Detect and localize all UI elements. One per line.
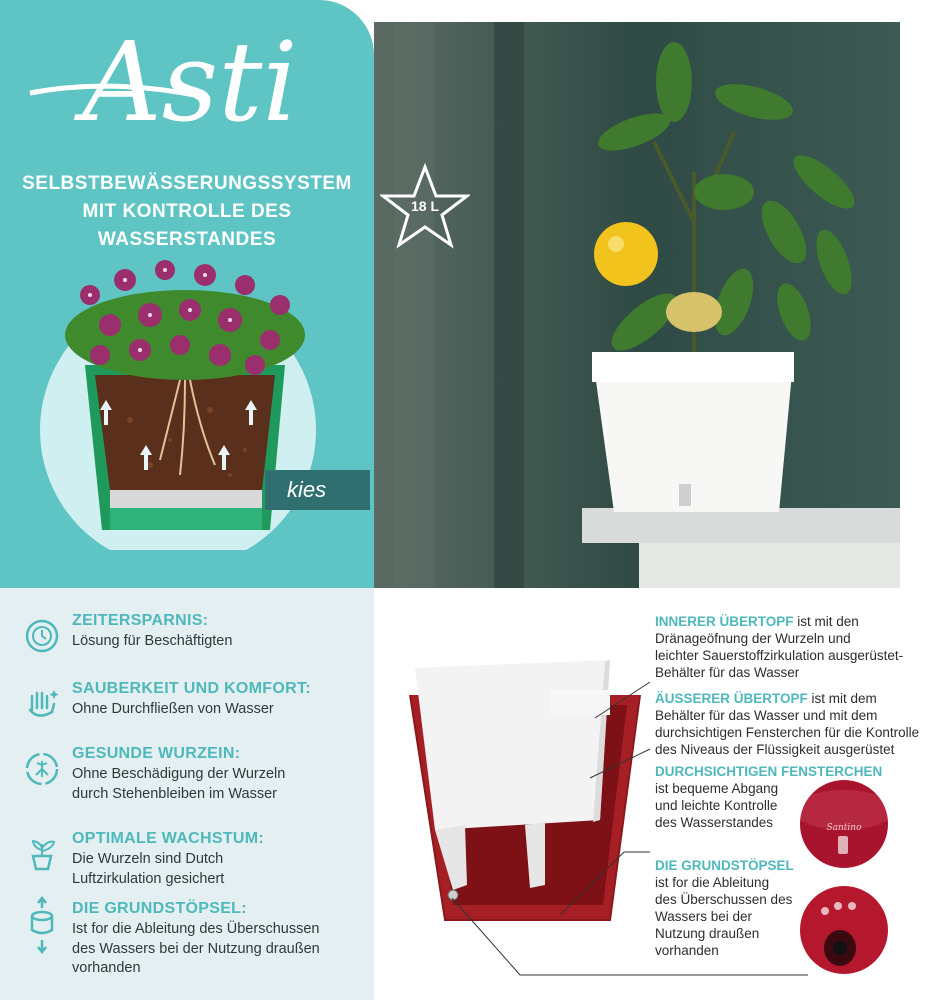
feature-text xyxy=(72,765,285,804)
callout-title: INNERER ÜBERTOPF xyxy=(655,614,794,629)
callout-title: ÄUSSERER ÜBERTOPF xyxy=(655,691,808,706)
feature-text xyxy=(72,850,224,889)
feature-line: Luftzirkulation gesichert xyxy=(72,870,225,887)
callout-first-line-rest: ist mit dem xyxy=(807,691,877,706)
headline-line-1: SELBSTBEWÄSSERUNGSSYSTEM xyxy=(22,173,352,194)
callout-line: Nutzung draußen xyxy=(655,926,760,941)
callout-line: durchsichtigen Fensterchen für die Kontrolle xyxy=(655,725,920,740)
callout-line: leichter Sauerstoffzirkulation ausgerüstet- xyxy=(655,648,904,663)
window-closeup-image xyxy=(800,780,888,868)
feature-line: durch Stehenbleiben im Wasser xyxy=(72,785,277,802)
feature-title: GESUNDE WURZEIN: xyxy=(72,745,241,762)
feature-title: ZEITERSPARNIS: xyxy=(72,612,209,629)
feature-text xyxy=(72,700,274,720)
callout-inner-pot xyxy=(655,613,951,681)
stopper-closeup-inset xyxy=(800,886,888,974)
headline xyxy=(0,170,374,254)
callout-line: des Niveaus der Flüssigkeit ausgerüstet xyxy=(655,742,895,757)
callout-line: Behälter für das Wasser und mit dem xyxy=(655,708,878,723)
callout-line: Wassers bei der xyxy=(655,909,753,924)
feature-line: Lösung für Beschäftigten xyxy=(72,633,233,649)
plant-pot-icon xyxy=(24,836,60,872)
feature-line: Ohne Beschädigung der Wurzeln xyxy=(72,766,286,782)
headline-line-2: MIT KONTROLLE DES xyxy=(82,201,292,222)
callout-line: ist for die Ableitung xyxy=(655,875,770,890)
callout-title: DIE GRUNDSTÖPSEL xyxy=(655,858,794,873)
callout-line: des Wasserstandes xyxy=(655,815,774,830)
inset-brand-text: Santino xyxy=(826,823,862,833)
callout-line: vorhanden xyxy=(655,943,719,958)
callout-line: des Überschussen des xyxy=(655,892,793,907)
callout-line: ist bequeme Abgang xyxy=(655,781,779,796)
stopper-icon xyxy=(24,896,60,956)
lemon-tree-photo xyxy=(374,22,900,588)
feature-line: Ohne Durchfließen von Wasser xyxy=(72,701,274,717)
feature-line: Die Wurzeln sind Dutch xyxy=(72,851,224,867)
callout-line: und leichte Kontrolle xyxy=(655,798,778,813)
clock-icon xyxy=(24,618,60,654)
feature-line: vorhanden xyxy=(72,960,141,976)
callout-title: DURCHSICHTIGEN FENSTERCHEN xyxy=(655,764,883,779)
roots-icon xyxy=(24,751,60,787)
callout-first-line-rest: ist mit den xyxy=(793,614,859,629)
window-closeup-inset xyxy=(800,780,888,868)
feature-text xyxy=(72,632,232,652)
headline-line-3: WASSERSTANDES xyxy=(97,229,277,250)
clean-hand-icon xyxy=(24,686,60,722)
feature-line: des Wassers bei der Nutzung draußen xyxy=(72,940,320,957)
feature-title: OPTIMALE WACHSTUM: xyxy=(72,830,265,847)
feature-text xyxy=(72,920,320,979)
feature-title: DIE GRUNDSTÖPSEL: xyxy=(72,900,247,917)
feature-title: SAUBERKEIT UND KOMFORT: xyxy=(72,680,311,697)
capacity-badge: 18 L xyxy=(410,198,439,214)
callout-line: Behälter für das Wasser xyxy=(655,665,800,680)
asti-logo-text: Asti xyxy=(82,18,298,146)
pot-cross-section-diagram xyxy=(405,650,675,950)
asti-logo xyxy=(20,8,360,148)
stopper-closeup-image xyxy=(800,886,888,974)
callout-line: Dränageöfnung der Wurzeln und xyxy=(655,631,851,646)
callout-outer-pot xyxy=(655,690,951,758)
gravel-label: kies xyxy=(265,470,370,510)
feature-line: Ist for die Ableitung des Überschussen xyxy=(72,921,320,937)
